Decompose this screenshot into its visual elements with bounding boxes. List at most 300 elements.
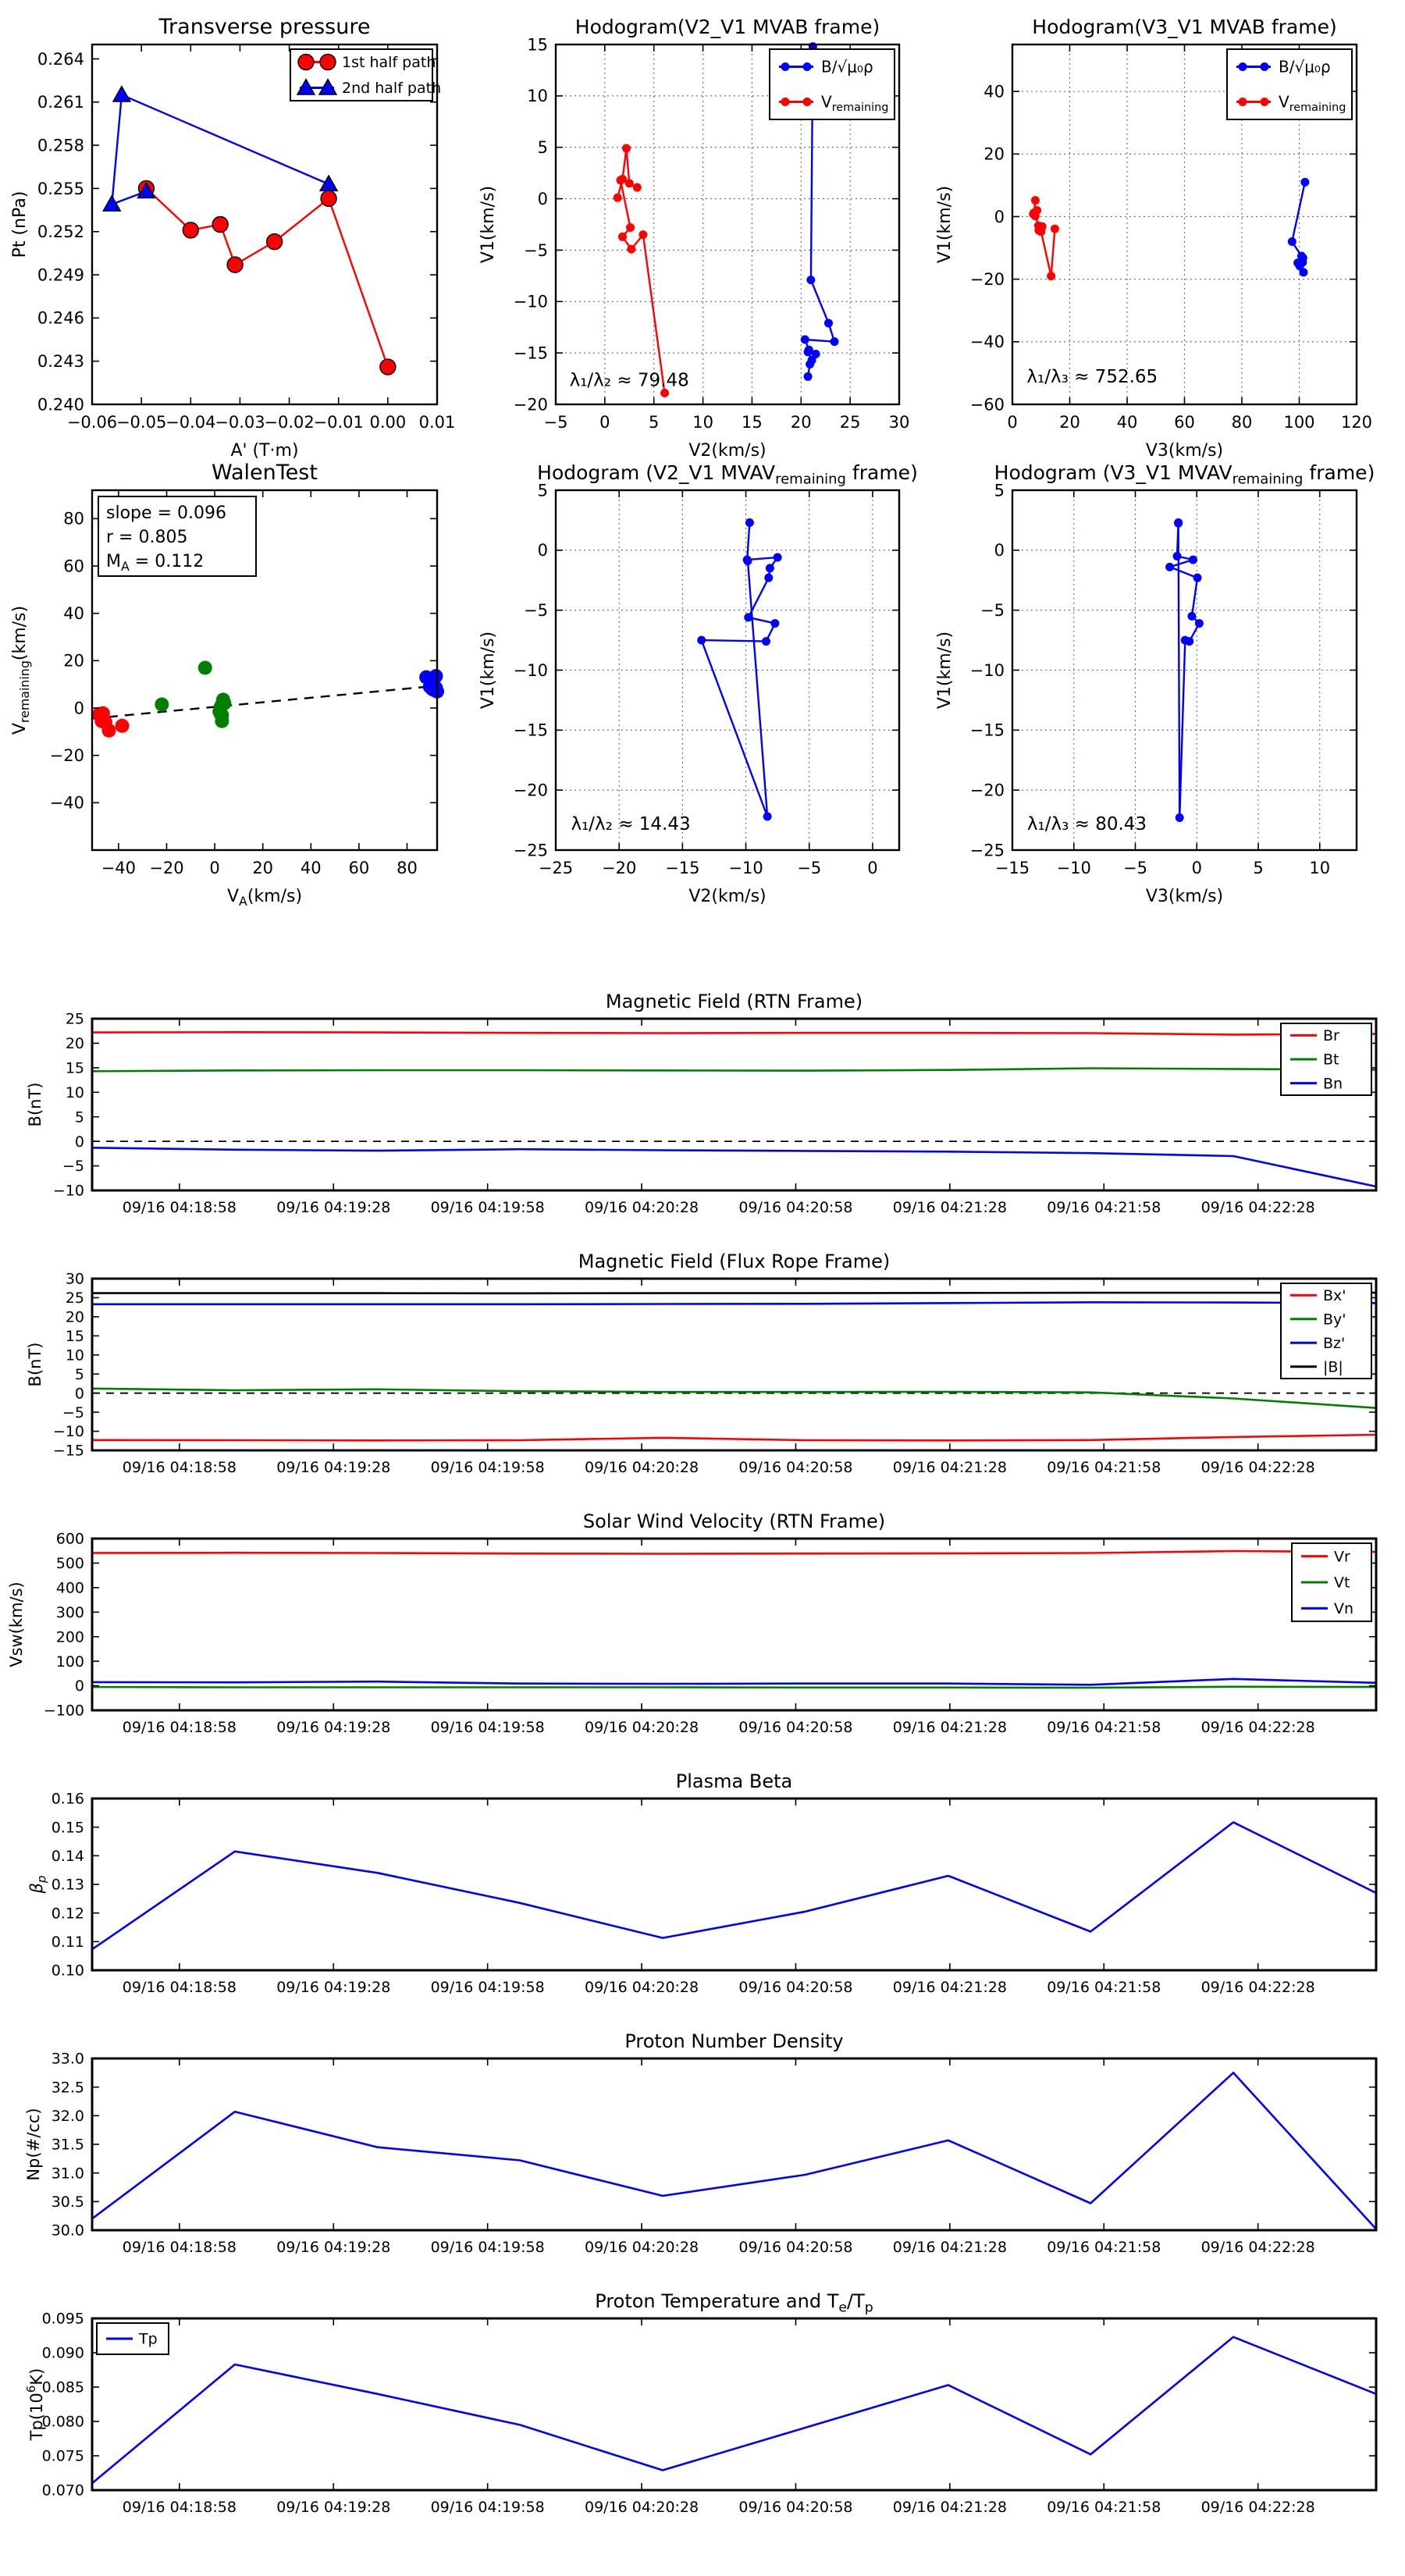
axes-frame [92,2318,1376,2490]
eigenvalue-annotation: λ₁/λ₂ ≈ 14.43 [571,813,691,834]
x-tick-label: 09/16 04:19:58 [430,2239,545,2256]
x-tick-label: 20 [252,859,274,877]
x-tick-label: 09/16 04:18:58 [122,1199,237,1216]
y-tick-label: 10 [65,1083,84,1101]
y-tick-label: −40 [49,793,84,813]
x-tick-label: 09/16 04:21:28 [892,2239,1007,2256]
x-tick-label: −0.01 [313,413,364,432]
x-tick-label: −25 [538,859,574,877]
y-tick-label: −15 [513,720,548,740]
x-tick-label: 15 [742,413,763,432]
chart-hodogram-v3v1-mvab [935,16,1372,461]
data-point [625,179,634,187]
data-point [1195,619,1204,628]
x-tick-label: 09/16 04:19:58 [430,1979,545,1996]
x-tick-label: −15 [665,859,700,877]
chart-solar-wind-velocity [7,1510,1376,1736]
data-point [321,190,336,206]
x-tick-label: 09/16 04:20:28 [584,1979,699,1996]
x-tick-label: 0 [209,859,220,877]
y-tick-label: 5 [537,481,548,500]
x-tick-label: 09/16 04:18:58 [122,2499,237,2516]
y-axis-label: B(nT) [26,1342,44,1387]
y-axis-label: $V_{remaining}(km/s)$ [10,605,32,735]
x-tick-label: 25 [839,413,861,432]
series-line-By' [92,1389,1376,1408]
series-line-V hodogram [1170,523,1200,818]
data-point [770,619,779,628]
y-tick-label: 15 [527,35,548,55]
data-point [1181,636,1190,645]
x-tick-label: 09/16 04:18:58 [122,1719,237,1736]
y-tick-label: 20 [984,144,1005,164]
data-point [155,697,169,711]
data-point [743,557,752,565]
data-point [804,347,813,356]
y-tick-label: 0.264 [37,49,84,69]
x-tick-label: 09/16 04:19:28 [276,2499,391,2516]
legend-label: Bx' [1323,1286,1346,1304]
chart-title: Transverse pressure [158,15,371,39]
data-point [217,696,231,710]
data-point [198,660,212,674]
x-tick-label: 09/16 04:21:58 [1047,1979,1161,1996]
chart-proton-temperature [24,2290,1376,2516]
data-point [215,708,229,722]
y-tick-label: 20 [63,651,84,671]
y-tick-label: 30.0 [51,2222,84,2240]
chart-plasma-beta [27,1770,1376,1996]
data-point [212,217,228,233]
chart-title: Hodogram (V2_V1 $MVAV_{remaining}$ frame) [537,461,918,488]
x-tick-label: 09/16 04:20:28 [584,1199,699,1216]
legend-marker [803,62,812,71]
x-tick-label: 09/16 04:18:58 [122,2239,237,2256]
y-tick-label: 0 [74,1678,84,1695]
series-line-Vr [92,1551,1376,1554]
x-tick-label: −10 [1056,859,1091,877]
y-tick-label: 31.5 [51,2136,84,2154]
x-tick-label: 09/16 04:22:28 [1200,1979,1315,1996]
data-point [766,564,774,572]
x-tick-label: 09/16 04:20:58 [738,2499,853,2516]
chart-magnetic-field-rtn [26,991,1376,1216]
data-point [614,194,622,202]
series-line-Vn [92,1679,1376,1685]
chart-title: Hodogram(V2_V1 MVAB frame) [574,16,880,38]
x-tick-label: 09/16 04:21:28 [892,1979,1007,1996]
stats-line: slope = 0.096 [106,503,226,523]
legend-marker [1261,62,1269,71]
series-line-beta p [92,1822,1376,1949]
x-tick-label: 09/16 04:19:58 [430,1199,545,1216]
y-tick-label: 0.15 [51,1819,84,1837]
x-tick-label: 09/16 04:21:58 [1047,1719,1161,1736]
x-tick-label: −0.02 [264,413,315,432]
y-tick-label: −5 [524,601,548,621]
x-tick-label: −5 [543,413,568,432]
y-tick-label: 100 [55,1653,84,1670]
eigenvalue-annotation: λ₁/λ₂ ≈ 79.48 [569,370,689,391]
data-point [824,318,833,327]
x-axis-label: V2(km/s) [688,887,767,906]
x-tick-label: 09/16 04:22:28 [1200,1719,1315,1736]
x-tick-label: 09/16 04:22:28 [1200,1199,1315,1216]
legend-marker [803,98,812,106]
y-axis-label: $Tp(10^6K)$ [24,2368,46,2441]
y-axis-label: Pt (nPa) [10,190,30,258]
y-tick-label: 0.12 [51,1905,84,1923]
x-tick-label: 09/16 04:20:58 [738,1459,853,1476]
x-axis-label: A' (T·m) [230,441,299,461]
data-point [1187,612,1196,621]
series-line-Bn [92,1147,1376,1187]
legend-label: Bn [1323,1075,1343,1093]
y-tick-label: 0.11 [51,1933,84,1951]
y-tick-label: −40 [969,333,1005,352]
y-tick-label: 40 [63,604,84,624]
x-tick-label: 10 [692,413,713,432]
y-tick-label: 80 [63,509,84,528]
y-tick-label: −60 [969,395,1005,415]
chart-title: Hodogram (V3_V1 $MVAV_{remaining}$ frame) [994,461,1375,488]
chart-title: Magnetic Field (RTN Frame) [605,991,863,1012]
x-tick-label: 09/16 04:20:28 [584,1719,699,1736]
data-point [1288,237,1297,246]
chart-title: WalenTest [212,461,318,485]
data-point [616,176,624,184]
y-tick-label: 60 [63,557,84,576]
y-tick-label: 0.255 [37,179,84,198]
legend-label: $V_{remaining}$ [821,92,889,114]
y-tick-label: 0 [74,1133,84,1151]
y-tick-label: 300 [55,1603,84,1621]
y-tick-label: 0 [994,207,1005,226]
y-tick-label: 0.240 [37,395,84,415]
y-tick-label: 0.261 [37,93,84,112]
y-tick-label: 0 [74,1385,84,1403]
data-point [764,574,773,582]
y-tick-label: −20 [969,781,1005,800]
y-tick-label: 5 [994,481,1005,500]
x-tick-label: 100 [1283,413,1315,432]
y-tick-label: 32.0 [51,2107,84,2125]
legend-label: Vn [1334,1599,1354,1617]
x-tick-label: −15 [994,859,1030,877]
series-line-1st half path [147,188,388,367]
x-tick-label: 09/16 04:22:28 [1200,2499,1315,2516]
x-tick-label: 09/16 04:19:28 [276,1979,391,1996]
x-tick-label: 09/16 04:22:28 [1200,1459,1315,1476]
x-tick-label: 20 [1059,413,1080,432]
y-tick-label: −20 [513,781,548,800]
x-tick-label: 40 [1116,413,1138,432]
legend-label: Vr [1334,1548,1350,1566]
y-tick-label: −10 [52,1182,84,1200]
chart-title: Solar Wind Velocity (RTN Frame) [582,1510,886,1532]
y-tick-label: 0 [537,541,548,560]
series-line-Vt [92,1687,1376,1688]
data-point [1047,272,1055,280]
chart-proton-number-density [24,2030,1376,2256]
x-tick-label: 09/16 04:21:58 [1047,1459,1161,1476]
x-tick-label: 0 [1007,413,1018,432]
x-tick-label: 80 [397,859,418,877]
y-tick-label: 200 [55,1628,84,1646]
legend-label: Vt [1334,1574,1350,1592]
axes-frame [92,2058,1376,2230]
y-tick-label: −10 [969,660,1005,680]
x-tick-label: 09/16 04:19:58 [430,1459,545,1476]
y-tick-label: 0.243 [37,352,84,372]
y-tick-label: 0.095 [41,2310,84,2328]
x-tick-label: 09/16 04:20:58 [738,1199,853,1216]
x-tick-label: 09/16 04:20:28 [584,2499,699,2516]
legend-label: Br [1323,1026,1339,1044]
data-point [380,359,396,375]
legend-label: Tp [139,2330,158,2348]
data-point [806,276,815,284]
y-tick-label: 400 [55,1579,84,1597]
y-tick-label: 0 [994,541,1005,560]
y-tick-label: −20 [49,746,84,766]
x-tick-label: 09/16 04:21:28 [892,1199,1007,1216]
x-tick-label: 09/16 04:20:58 [738,2239,853,2256]
data-point [183,222,198,238]
legend-marker [298,55,314,70]
x-tick-label: 10 [1309,859,1331,877]
x-axis-label: $V_A(km/s)$ [226,887,303,909]
series-line-Bz' [92,1302,1376,1304]
x-tick-label: −40 [101,859,137,877]
x-axis-label: V3(km/s) [1145,441,1224,461]
eigenvalue-annotation: λ₁/λ₃ ≈ 752.65 [1026,366,1158,387]
y-tick-label: 0.246 [37,308,84,328]
data-point [763,812,772,820]
data-point [1165,563,1174,571]
y-tick-label: 10 [527,87,548,106]
y-tick-label: −25 [513,841,548,860]
y-tick-label: 0.085 [41,2379,84,2396]
y-tick-label: −15 [52,1442,84,1460]
y-tick-label: 5 [537,138,548,158]
y-tick-label: 10 [65,1347,84,1364]
y-tick-label: −5 [980,601,1005,621]
y-tick-label: 25 [65,1010,84,1028]
data-point [1300,268,1308,276]
data-point [633,183,642,192]
data-point [1189,556,1197,564]
data-point [804,372,813,381]
data-point [1193,574,1202,582]
data-point [627,245,635,254]
x-tick-label: 09/16 04:19:28 [276,1719,391,1736]
legend-label: 2nd half path [342,80,442,98]
x-tick-label: 09/16 04:22:28 [1200,2239,1315,2256]
data-point [267,234,283,250]
x-tick-label: −0.06 [66,413,118,432]
y-tick-label: −25 [969,841,1005,860]
x-tick-label: 09/16 04:18:58 [122,1459,237,1476]
y-axis-label: $\beta_p$ [27,1875,49,1894]
y-tick-label: −10 [52,1423,84,1441]
y-tick-label: −5 [62,1158,84,1176]
chart-magnetic-field-flux-rope [26,1251,1376,1476]
x-tick-label: −10 [728,859,763,877]
y-tick-label: 33.0 [51,2050,84,2068]
x-tick-label: 09/16 04:19:58 [430,1719,545,1736]
x-tick-label: 30 [888,413,910,432]
data-point [697,636,706,645]
y-axis-label: V1(km/s) [935,185,955,264]
y-tick-label: 25 [65,1290,84,1308]
x-tick-label: −0.05 [116,413,167,432]
legend-label: 1st half path [342,54,436,72]
chart-walen-test [10,461,444,909]
x-tick-label: −0.03 [215,413,265,432]
chart-transverse-pressure [10,15,455,461]
x-tick-label: 09/16 04:21:28 [892,1719,1007,1736]
x-tick-label: 09/16 04:21:58 [1047,2499,1161,2516]
y-tick-label: 0.13 [51,1876,84,1894]
stats-line: $M_A = 0.112$ [106,552,205,574]
data-point [1173,552,1182,560]
y-tick-label: −20 [969,270,1005,290]
x-tick-label: 0 [867,859,878,877]
x-tick-label: 09/16 04:20:28 [584,2239,699,2256]
y-tick-label: 0.16 [51,1790,84,1808]
x-tick-label: 09/16 04:21:58 [1047,2239,1161,2256]
stats-line: r = 0.805 [106,528,188,547]
x-tick-label: 20 [790,413,812,432]
x-tick-label: −5 [1123,859,1147,877]
x-tick-label: 09/16 04:19:28 [276,2239,391,2256]
y-tick-label: 0.10 [51,1962,84,1980]
legend-label: $V_{remaining}$ [1279,92,1346,114]
chart-hodogram-v2v1-mvab [478,16,909,461]
y-axis-label: Vsw(km/s) [7,1582,26,1667]
y-tick-label: 20 [65,1035,84,1053]
data-point [638,230,647,239]
y-tick-label: 20 [65,1308,84,1326]
legend-label: |B| [1323,1358,1343,1376]
legend-label: Bt [1323,1051,1339,1069]
x-tick-label: 0 [599,413,610,432]
x-tick-label: 0.00 [369,413,407,432]
data-point [626,223,635,232]
data-point [806,360,814,368]
chart-title: Hodogram(V3_V1 MVAB frame) [1032,16,1337,38]
y-tick-label: 0.075 [41,2447,84,2465]
y-tick-label: 32.5 [51,2079,84,2097]
legend-label: B/√μ₀ρ [1279,57,1331,76]
y-tick-label: 15 [65,1059,84,1077]
chart-title: Plasma Beta [675,1770,793,1792]
eigenvalue-annotation: λ₁/λ₃ ≈ 80.43 [1026,813,1147,834]
legend-marker [781,98,790,106]
data-point [744,613,752,621]
x-tick-label: −20 [149,859,184,877]
x-tick-label: 60 [348,859,370,877]
x-tick-label: −0.04 [165,413,216,432]
y-tick-label: −10 [513,660,548,680]
series-line-Bx' [92,1435,1376,1440]
series-line-Np [92,2073,1376,2229]
data-point [745,518,754,527]
legend-marker [781,62,790,71]
x-tick-label: 09/16 04:19:28 [276,1199,391,1216]
legend-label: By' [1323,1311,1346,1329]
data-point [622,144,631,153]
x-tick-label: 09/16 04:20:28 [584,1459,699,1476]
chart-hodogram-v3v1-mvav [935,461,1375,906]
x-tick-label: 09/16 04:21:28 [892,1459,1007,1476]
data-point [227,257,243,272]
x-tick-label: −5 [797,859,822,877]
y-axis-label: B(nT) [26,1082,44,1127]
y-axis-label: V1(km/s) [935,631,955,710]
x-tick-label: 09/16 04:19:58 [430,2499,545,2516]
x-tick-label: 0.01 [418,413,456,432]
x-tick-label: 5 [1253,859,1264,877]
x-tick-label: 40 [300,859,322,877]
y-tick-label: 40 [984,82,1005,101]
data-point [801,336,809,344]
y-tick-label: 0.080 [41,2413,84,2431]
legend-marker [1239,62,1247,71]
series-line-V remaining [617,148,664,393]
x-axis-label: V3(km/s) [1145,887,1224,906]
x-tick-label: 60 [1174,413,1195,432]
x-tick-label: 09/16 04:18:58 [122,1979,237,1996]
data-point [762,637,770,646]
x-tick-label: 09/16 04:21:28 [892,2499,1007,2516]
data-point [1051,225,1059,233]
data-point [1031,212,1040,220]
y-axis-label: V1(km/s) [478,631,498,710]
y-tick-label: 5 [74,1365,84,1383]
data-point [618,233,627,241]
data-point [831,337,839,346]
series-line-fit [92,686,437,719]
y-tick-label: 0.14 [51,1847,84,1865]
data-point [320,176,337,191]
y-tick-label: 0.249 [37,265,84,285]
x-tick-label: 09/16 04:19:28 [276,1459,391,1476]
y-tick-label: 31.0 [51,2165,84,2183]
x-tick-label: 0 [1191,859,1202,877]
chart-hodogram-v2v1-mvav [478,461,918,906]
axes-frame [92,1799,1376,1970]
y-tick-label: 0.090 [41,2344,84,2362]
y-axis-label: V1(km/s) [478,185,498,264]
x-tick-label: 5 [649,413,660,432]
data-point [113,87,130,101]
y-tick-label: 30.5 [51,2193,84,2211]
y-tick-label: −10 [513,292,548,311]
y-tick-label: 0 [73,699,84,718]
y-tick-label: 500 [55,1555,84,1573]
y-tick-label: 0 [537,189,548,208]
data-point [116,719,130,733]
x-tick-label: 09/16 04:20:58 [738,1719,853,1736]
x-tick-label: 09/16 04:21:58 [1047,1199,1161,1216]
y-tick-label: 15 [65,1327,84,1345]
y-tick-label: −5 [62,1404,84,1421]
data-point [1031,196,1040,205]
y-tick-label: 30 [65,1270,84,1288]
data-point [1037,227,1045,236]
